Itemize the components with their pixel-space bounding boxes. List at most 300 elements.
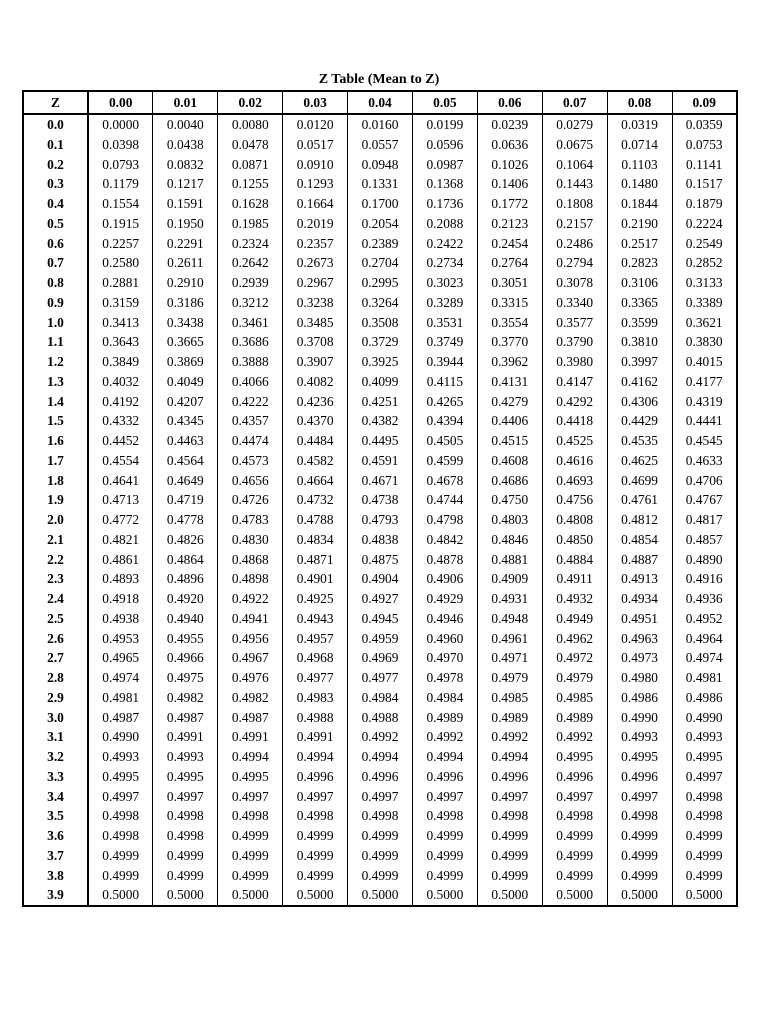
probability-cell: 0.3133	[672, 273, 737, 293]
probability-cell: 0.4884	[542, 550, 607, 570]
probability-cell: 0.4783	[218, 510, 283, 530]
table-row	[23, 609, 737, 629]
probability-cell: 0.4949	[542, 609, 607, 629]
table-row	[23, 866, 737, 886]
probability-cell: 0.4236	[283, 392, 348, 412]
probability-cell: 0.4750	[477, 490, 542, 510]
probability-cell: 0.4082	[283, 372, 348, 392]
probability-cell: 0.5000	[88, 885, 153, 906]
probability-cell: 0.4798	[412, 510, 477, 530]
table-row	[23, 589, 737, 609]
probability-cell: 0.3238	[283, 293, 348, 313]
probability-cell: 0.4292	[542, 392, 607, 412]
table-row	[23, 273, 737, 293]
probability-cell: 0.4973	[607, 648, 672, 668]
probability-cell: 0.1985	[218, 214, 283, 234]
probability-cell: 0.4927	[348, 589, 413, 609]
probability-cell: 0.5000	[218, 885, 283, 906]
probability-cell: 0.4997	[153, 787, 218, 807]
probability-cell: 0.4981	[88, 688, 153, 708]
probability-cell: 0.3106	[607, 273, 672, 293]
probability-cell: 0.5000	[542, 885, 607, 906]
probability-cell: 0.4999	[218, 846, 283, 866]
probability-cell: 0.2939	[218, 273, 283, 293]
probability-cell: 0.1179	[88, 174, 153, 194]
table-row	[23, 392, 737, 412]
probability-cell: 0.4999	[218, 866, 283, 886]
probability-cell: 0.4015	[672, 352, 737, 372]
probability-cell: 0.4893	[88, 569, 153, 589]
probability-cell: 0.4969	[348, 648, 413, 668]
probability-cell: 0.2673	[283, 253, 348, 273]
probability-cell: 0.4999	[88, 846, 153, 866]
probability-cell: 0.3508	[348, 313, 413, 333]
probability-cell: 0.2291	[153, 234, 218, 254]
probability-cell: 0.4463	[153, 431, 218, 451]
z-value-cell: 0.7	[23, 253, 88, 273]
table-row	[23, 293, 737, 313]
probability-cell: 0.4913	[607, 569, 672, 589]
z-value-cell: 0.0	[23, 114, 88, 135]
probability-cell: 0.4977	[283, 668, 348, 688]
probability-cell: 0.4671	[348, 471, 413, 491]
probability-cell: 0.0714	[607, 135, 672, 155]
probability-cell: 0.4505	[412, 431, 477, 451]
probability-cell: 0.0319	[607, 114, 672, 135]
probability-cell: 0.3830	[672, 332, 737, 352]
probability-cell: 0.4909	[477, 569, 542, 589]
probability-cell: 0.4999	[283, 866, 348, 886]
probability-cell: 0.3643	[88, 332, 153, 352]
table-row	[23, 411, 737, 431]
table-row	[23, 885, 737, 906]
probability-cell: 0.4861	[88, 550, 153, 570]
probability-cell: 0.2054	[348, 214, 413, 234]
probability-cell: 0.4625	[607, 451, 672, 471]
probability-cell: 0.0557	[348, 135, 413, 155]
probability-cell: 0.4990	[88, 727, 153, 747]
z-value-cell: 1.7	[23, 451, 88, 471]
probability-cell: 0.4906	[412, 569, 477, 589]
probability-cell: 0.4995	[672, 747, 737, 767]
table-row	[23, 194, 737, 214]
probability-cell: 0.4641	[88, 471, 153, 491]
z-value-cell: 3.5	[23, 806, 88, 826]
probability-cell: 0.4996	[283, 767, 348, 787]
z-value-cell: 3.9	[23, 885, 88, 906]
table-row	[23, 471, 737, 491]
probability-cell: 0.4834	[283, 530, 348, 550]
probability-cell: 0.4998	[348, 806, 413, 826]
probability-cell: 0.4997	[283, 787, 348, 807]
probability-cell: 0.1480	[607, 174, 672, 194]
probability-cell: 0.4990	[607, 708, 672, 728]
probability-cell: 0.0160	[348, 114, 413, 135]
z-value-cell: 0.4	[23, 194, 88, 214]
probability-cell: 0.3944	[412, 352, 477, 372]
z-value-cell: 1.2	[23, 352, 88, 372]
probability-cell: 0.4993	[153, 747, 218, 767]
probability-cell: 0.3790	[542, 332, 607, 352]
probability-cell: 0.4842	[412, 530, 477, 550]
z-value-cell: 2.3	[23, 569, 88, 589]
probability-cell: 0.4812	[607, 510, 672, 530]
probability-cell: 0.2794	[542, 253, 607, 273]
probability-cell: 0.4207	[153, 392, 218, 412]
probability-cell: 0.4878	[412, 550, 477, 570]
probability-cell: 0.0279	[542, 114, 607, 135]
probability-cell: 0.4975	[153, 668, 218, 688]
probability-cell: 0.0910	[283, 155, 348, 175]
probability-cell: 0.3770	[477, 332, 542, 352]
probability-cell: 0.4986	[672, 688, 737, 708]
probability-cell: 0.4838	[348, 530, 413, 550]
probability-cell: 0.2257	[88, 234, 153, 254]
probability-cell: 0.5000	[672, 885, 737, 906]
probability-cell: 0.4756	[542, 490, 607, 510]
probability-cell: 0.4693	[542, 471, 607, 491]
probability-cell: 0.0239	[477, 114, 542, 135]
probability-cell: 0.4998	[672, 806, 737, 826]
z-value-cell: 0.1	[23, 135, 88, 155]
probability-cell: 0.4429	[607, 411, 672, 431]
probability-cell: 0.1808	[542, 194, 607, 214]
probability-cell: 0.4251	[348, 392, 413, 412]
probability-cell: 0.4994	[348, 747, 413, 767]
probability-cell: 0.4265	[412, 392, 477, 412]
probability-cell: 0.5000	[283, 885, 348, 906]
probability-cell: 0.0636	[477, 135, 542, 155]
probability-cell: 0.1293	[283, 174, 348, 194]
probability-cell: 0.4962	[542, 629, 607, 649]
probability-cell: 0.4998	[412, 806, 477, 826]
probability-cell: 0.4959	[348, 629, 413, 649]
probability-cell: 0.4890	[672, 550, 737, 570]
probability-cell: 0.4976	[218, 668, 283, 688]
probability-cell: 0.4994	[412, 747, 477, 767]
table-row	[23, 747, 737, 767]
table-row	[23, 787, 737, 807]
probability-cell: 0.4778	[153, 510, 218, 530]
probability-cell: 0.4995	[218, 767, 283, 787]
z-value-cell: 1.0	[23, 313, 88, 333]
z-value-cell: 2.2	[23, 550, 88, 570]
probability-cell: 0.3849	[88, 352, 153, 372]
table-row	[23, 708, 737, 728]
probability-cell: 0.4922	[218, 589, 283, 609]
probability-cell: 0.4826	[153, 530, 218, 550]
probability-cell: 0.4955	[153, 629, 218, 649]
probability-cell: 0.4664	[283, 471, 348, 491]
probability-cell: 0.2157	[542, 214, 607, 234]
probability-cell: 0.0675	[542, 135, 607, 155]
probability-cell: 0.4988	[283, 708, 348, 728]
probability-cell: 0.0753	[672, 135, 737, 155]
probability-cell: 0.2454	[477, 234, 542, 254]
probability-cell: 0.0871	[218, 155, 283, 175]
probability-cell: 0.2967	[283, 273, 348, 293]
probability-cell: 0.4332	[88, 411, 153, 431]
probability-cell: 0.5000	[412, 885, 477, 906]
probability-cell: 0.4998	[88, 826, 153, 846]
probability-cell: 0.1772	[477, 194, 542, 214]
probability-cell: 0.3340	[542, 293, 607, 313]
table-row	[23, 727, 737, 747]
probability-cell: 0.1255	[218, 174, 283, 194]
table-row	[23, 668, 737, 688]
probability-cell: 0.4545	[672, 431, 737, 451]
probability-cell: 0.4898	[218, 569, 283, 589]
z-value-cell: 2.5	[23, 609, 88, 629]
probability-cell: 0.4732	[283, 490, 348, 510]
column-header: 0.07	[542, 91, 607, 114]
probability-cell: 0.4817	[672, 510, 737, 530]
probability-cell: 0.4982	[218, 688, 283, 708]
probability-cell: 0.4793	[348, 510, 413, 530]
probability-cell: 0.3389	[672, 293, 737, 313]
probability-cell: 0.4306	[607, 392, 672, 412]
probability-cell: 0.4998	[153, 806, 218, 826]
probability-cell: 0.4974	[88, 668, 153, 688]
probability-cell: 0.4934	[607, 589, 672, 609]
probability-cell: 0.4418	[542, 411, 607, 431]
z-value-cell: 2.4	[23, 589, 88, 609]
probability-cell: 0.2486	[542, 234, 607, 254]
probability-cell: 0.3810	[607, 332, 672, 352]
probability-cell: 0.1141	[672, 155, 737, 175]
probability-cell: 0.2422	[412, 234, 477, 254]
table-row	[23, 135, 737, 155]
probability-cell: 0.1736	[412, 194, 477, 214]
probability-cell: 0.1443	[542, 174, 607, 194]
probability-cell: 0.3577	[542, 313, 607, 333]
z-value-cell: 2.0	[23, 510, 88, 530]
probability-cell: 0.4936	[672, 589, 737, 609]
probability-cell: 0.4868	[218, 550, 283, 570]
probability-cell: 0.4995	[88, 767, 153, 787]
probability-cell: 0.0040	[153, 114, 218, 135]
probability-cell: 0.4999	[218, 826, 283, 846]
probability-cell: 0.4999	[153, 866, 218, 886]
z-value-cell: 3.1	[23, 727, 88, 747]
probability-cell: 0.4920	[153, 589, 218, 609]
probability-cell: 0.2852	[672, 253, 737, 273]
probability-cell: 0.0517	[283, 135, 348, 155]
probability-cell: 0.4987	[153, 708, 218, 728]
table-row	[23, 530, 737, 550]
column-header: 0.08	[607, 91, 672, 114]
probability-cell: 0.4981	[672, 668, 737, 688]
probability-cell: 0.4953	[88, 629, 153, 649]
probability-cell: 0.3485	[283, 313, 348, 333]
probability-cell: 0.4997	[477, 787, 542, 807]
probability-cell: 0.4901	[283, 569, 348, 589]
probability-cell: 0.4982	[153, 688, 218, 708]
probability-cell: 0.5000	[348, 885, 413, 906]
probability-cell: 0.4998	[672, 787, 737, 807]
probability-cell: 0.2549	[672, 234, 737, 254]
probability-cell: 0.4974	[672, 648, 737, 668]
probability-cell: 0.3869	[153, 352, 218, 372]
probability-cell: 0.0398	[88, 135, 153, 155]
probability-cell: 0.4992	[412, 727, 477, 747]
probability-cell: 0.2389	[348, 234, 413, 254]
probability-cell: 0.4992	[348, 727, 413, 747]
probability-cell: 0.4971	[477, 648, 542, 668]
probability-cell: 0.4821	[88, 530, 153, 550]
probability-cell: 0.4952	[672, 609, 737, 629]
probability-cell: 0.3289	[412, 293, 477, 313]
probability-cell: 0.4678	[412, 471, 477, 491]
probability-cell: 0.2764	[477, 253, 542, 273]
probability-cell: 0.4608	[477, 451, 542, 471]
probability-cell: 0.4998	[542, 806, 607, 826]
probability-cell: 0.4999	[607, 846, 672, 866]
z-value-cell: 3.8	[23, 866, 88, 886]
probability-cell: 0.4999	[672, 866, 737, 886]
probability-cell: 0.4979	[477, 668, 542, 688]
probability-cell: 0.1700	[348, 194, 413, 214]
table-row	[23, 313, 737, 333]
table-row	[23, 431, 737, 451]
probability-cell: 0.4943	[283, 609, 348, 629]
probability-cell: 0.4985	[477, 688, 542, 708]
column-header: 0.01	[153, 91, 218, 114]
probability-cell: 0.4554	[88, 451, 153, 471]
probability-cell: 0.4803	[477, 510, 542, 530]
probability-cell: 0.4991	[283, 727, 348, 747]
z-value-cell: 3.2	[23, 747, 88, 767]
table-row	[23, 234, 737, 254]
probability-cell: 0.4977	[348, 668, 413, 688]
probability-cell: 0.4997	[412, 787, 477, 807]
column-header: 0.00	[88, 91, 153, 114]
probability-cell: 0.3729	[348, 332, 413, 352]
z-value-cell: 0.2	[23, 155, 88, 175]
probability-cell: 0.2611	[153, 253, 218, 273]
probability-cell: 0.4591	[348, 451, 413, 471]
probability-cell: 0.1103	[607, 155, 672, 175]
probability-cell: 0.4996	[412, 767, 477, 787]
probability-cell: 0.3686	[218, 332, 283, 352]
probability-cell: 0.3078	[542, 273, 607, 293]
z-value-cell: 1.6	[23, 431, 88, 451]
probability-cell: 0.1368	[412, 174, 477, 194]
probability-cell: 0.4989	[477, 708, 542, 728]
probability-cell: 0.4382	[348, 411, 413, 431]
probability-cell: 0.2190	[607, 214, 672, 234]
probability-cell: 0.4985	[542, 688, 607, 708]
probability-cell: 0.4599	[412, 451, 477, 471]
probability-cell: 0.1591	[153, 194, 218, 214]
probability-cell: 0.3665	[153, 332, 218, 352]
table-row	[23, 569, 737, 589]
probability-cell: 0.0359	[672, 114, 737, 135]
probability-cell: 0.0120	[283, 114, 348, 135]
probability-cell: 0.4997	[88, 787, 153, 807]
table-row	[23, 806, 737, 826]
z-value-cell: 1.1	[23, 332, 88, 352]
table-header	[23, 91, 737, 114]
probability-cell: 0.4987	[218, 708, 283, 728]
probability-cell: 0.3980	[542, 352, 607, 372]
probability-cell: 0.4564	[153, 451, 218, 471]
probability-cell: 0.4968	[283, 648, 348, 668]
probability-cell: 0.2823	[607, 253, 672, 273]
probability-cell: 0.4032	[88, 372, 153, 392]
probability-cell: 0.4964	[672, 629, 737, 649]
probability-cell: 0.4864	[153, 550, 218, 570]
z-value-cell: 3.4	[23, 787, 88, 807]
probability-cell: 0.4999	[348, 826, 413, 846]
probability-cell: 0.4980	[607, 668, 672, 688]
probability-cell: 0.4940	[153, 609, 218, 629]
probability-cell: 0.0832	[153, 155, 218, 175]
probability-cell: 0.4995	[542, 747, 607, 767]
probability-cell: 0.4997	[672, 767, 737, 787]
probability-cell: 0.4931	[477, 589, 542, 609]
column-header: 0.05	[412, 91, 477, 114]
table-title: Z Table (Mean to Z)	[318, 72, 440, 87]
probability-cell: 0.1915	[88, 214, 153, 234]
probability-cell: 0.1064	[542, 155, 607, 175]
probability-cell: 0.0987	[412, 155, 477, 175]
probability-cell: 0.0199	[412, 114, 477, 135]
table-row	[23, 352, 737, 372]
z-value-cell: 0.5	[23, 214, 88, 234]
probability-cell: 0.4916	[672, 569, 737, 589]
probability-cell: 0.4989	[542, 708, 607, 728]
probability-cell: 0.3907	[283, 352, 348, 372]
probability-cell: 0.4948	[477, 609, 542, 629]
probability-cell: 0.0478	[218, 135, 283, 155]
probability-cell: 0.4484	[283, 431, 348, 451]
probability-cell: 0.4983	[283, 688, 348, 708]
table-row	[23, 155, 737, 175]
probability-cell: 0.4808	[542, 510, 607, 530]
probability-cell: 0.4991	[218, 727, 283, 747]
probability-cell: 0.4896	[153, 569, 218, 589]
probability-cell: 0.4767	[672, 490, 737, 510]
probability-cell: 0.4997	[348, 787, 413, 807]
probability-cell: 0.4875	[348, 550, 413, 570]
probability-cell: 0.2734	[412, 253, 477, 273]
probability-cell: 0.4744	[412, 490, 477, 510]
probability-cell: 0.4881	[477, 550, 542, 570]
probability-cell: 0.4965	[88, 648, 153, 668]
table-row	[23, 490, 737, 510]
probability-cell: 0.3925	[348, 352, 413, 372]
z-value-cell: 3.0	[23, 708, 88, 728]
probability-cell: 0.4857	[672, 530, 737, 550]
probability-cell: 0.4986	[607, 688, 672, 708]
probability-cell: 0.4115	[412, 372, 477, 392]
probability-cell: 0.4999	[477, 866, 542, 886]
probability-cell: 0.4319	[672, 392, 737, 412]
probability-cell: 0.3438	[153, 313, 218, 333]
probability-cell: 0.4999	[283, 846, 348, 866]
table-row	[23, 510, 737, 530]
probability-cell: 0.4846	[477, 530, 542, 550]
z-value-cell: 1.5	[23, 411, 88, 431]
probability-cell: 0.4999	[412, 826, 477, 846]
probability-cell: 0.5000	[607, 885, 672, 906]
probability-cell: 0.4162	[607, 372, 672, 392]
z-value-cell: 0.6	[23, 234, 88, 254]
probability-cell: 0.4999	[412, 866, 477, 886]
probability-cell: 0.4999	[477, 826, 542, 846]
probability-cell: 0.4904	[348, 569, 413, 589]
